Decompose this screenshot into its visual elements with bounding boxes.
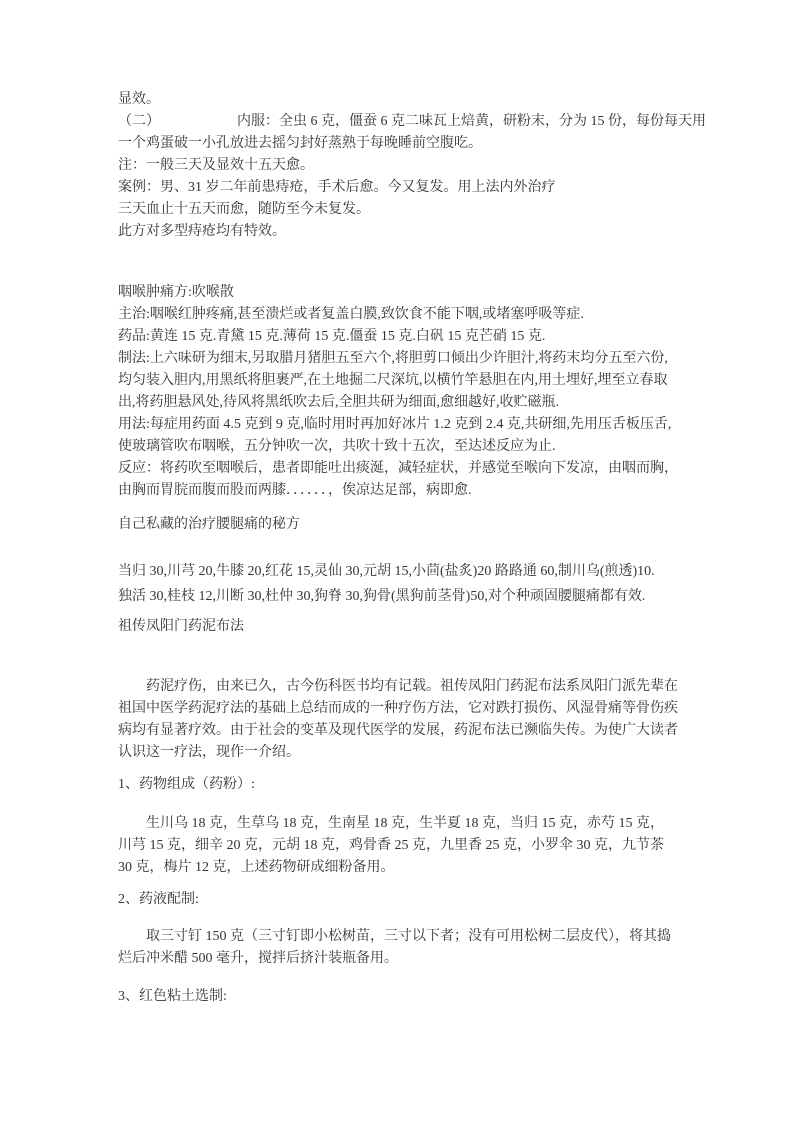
text-line: 30 克，梅片 12 克，上述药物研成细粉备用。 bbox=[118, 860, 395, 875]
lumbago-section-title: 自己私藏的治疗腰腿痛的秘方 bbox=[118, 517, 300, 532]
throat-remedy-title: 咽喉肿痛方:吹喉散 bbox=[118, 285, 234, 300]
text-line: 由胸而胃脘而腹而股而两膝．．．．．．，俟凉达足部，病即愈. bbox=[118, 483, 472, 498]
text-line: 主治:咽喉红肿疼痛,甚至溃烂或者复盖白膜,致饮食不能下咽,或堵塞呼吸等症. bbox=[118, 307, 584, 322]
text-line: 取三寸钉 150 克（三寸钉即小松树苗，三寸以下者；没有可用松树二层皮代），将其捣 bbox=[118, 929, 671, 944]
text-line: 认识这一疗法，现作一介绍。 bbox=[118, 745, 300, 760]
text-line: 川芎 15 克，细辛 20 克，元胡 18 克，鸡骨香 25 克，九里香 25 克，小罗伞 30 克，九节茶 bbox=[118, 838, 664, 853]
section-gap bbox=[118, 796, 718, 813]
text-line: 生川乌 18 克，生草乌 18 克，生南星 18 克，生半夏 18 克，当归 15 克，赤芍 15 克， bbox=[118, 816, 664, 831]
lumbago-formula bbox=[118, 559, 718, 609]
text-line: 制法:上六味研为细末,另取腊月猪胆五至六个,将胆剪口倾出少许胆汁,将药末均分五至六份, bbox=[118, 351, 668, 366]
text-line: （二） 内服：全虫 6 克，僵蚕 6 克二味瓦上焙黄，研粉末，分为 15 份，每份每天用 bbox=[118, 114, 706, 129]
text-line: 药品:黄连 15 克.青黛 15 克.薄荷 15 克.僵蚕 15 克.白矾 15 克芒硝 15 克. bbox=[118, 329, 546, 344]
step3-heading: 3、红色粘土选制: bbox=[118, 989, 227, 1004]
text-line: 案例：男、31 岁二年前患痔疮，手术后愈。今又复发。用上法内外治疗 bbox=[118, 180, 556, 195]
text-line: 此方对多型痔疮均有特效。 bbox=[118, 224, 286, 239]
section-gap bbox=[118, 970, 718, 986]
document-body bbox=[118, 89, 718, 1008]
section-hemorrhoid-remedy bbox=[118, 89, 718, 243]
text-line: 使玻璃管吹布咽喉，五分钟吹一次，共吹十致十五次，至达述反应为止. bbox=[118, 439, 556, 454]
text-line: 烂后冲米醋 500 毫升，搅拌后挤汁装瓶备用。 bbox=[118, 951, 398, 966]
fengyang-intro bbox=[118, 676, 718, 764]
text-line: 出,将药胆悬风处,待风将黑纸吹去后,全胆共研为细面,愈细越好,收贮磁瓶. bbox=[118, 395, 559, 410]
step1-body bbox=[118, 813, 718, 879]
text-line: 独活 30,桂枝 12,川断 30,杜仲 30,狗脊 30,狗骨(黑狗前茎骨)50,对个种顽固腰腿痛都有效. bbox=[118, 589, 646, 604]
section-gap bbox=[118, 536, 718, 559]
section-gap bbox=[118, 502, 718, 514]
step1-heading: 1、药物组成（药粉）: bbox=[118, 777, 255, 792]
section-gap bbox=[118, 609, 718, 616]
text-line: 当归 30,川芎 20,牛膝 20,红花 15,灵仙 30,元胡 15,小茴(盐炙)20 路路通 60,制川乌(煎透)10. bbox=[118, 564, 655, 579]
section-gap bbox=[118, 638, 718, 676]
text-line: 用法:每症用药面 4.5 克到 9 克,临时用时再加好冰片 1.2 克到 2.4 克,共研细,先用压舌板压舌, bbox=[118, 417, 672, 432]
section-throat-remedy bbox=[118, 282, 718, 502]
section-gap bbox=[118, 879, 718, 889]
section-fengyang-mud bbox=[118, 616, 718, 1008]
text-line: 祖国中医学药泥疗法的基础上总结而成的一种疗伤方法，它对跌打损伤、风湿骨痛等骨伤疾 bbox=[118, 701, 678, 716]
text-line: 注：一般三天及显效十五天愈。 bbox=[118, 158, 314, 173]
text-line: 三天血止十五天而愈，随防至今未复发。 bbox=[118, 202, 370, 217]
fengyang-section-title: 祖传凤阳门药泥布法 bbox=[118, 619, 244, 634]
text-line: 反应：将药吹至咽喉后，患者即能吐出痰涎，减轻症状，并感觉至喉向下发凉，由咽而胸， bbox=[118, 461, 678, 476]
section-gap bbox=[118, 243, 718, 282]
step2-body bbox=[118, 926, 718, 970]
text-line: 显效。 bbox=[118, 92, 160, 107]
section-gap bbox=[118, 911, 718, 926]
section-lumbago-secret bbox=[118, 514, 718, 609]
text-line: 一个鸡蛋破一小孔放进去摇匀封好蒸熟于每晚睡前空腹吃。 bbox=[118, 136, 482, 151]
text-line: 均匀装入胆内,用黑纸将胆裹严,在土地掘二尺深坑,以横竹竿悬胆在内,用土埋好,埋至立春取 bbox=[118, 373, 668, 388]
text-line: 病均有显著疗效。由于社会的变革及现代医学的发展，药泥布法已濒临失传。为使广大读者 bbox=[118, 723, 678, 738]
step2-heading: 2、药液配制: bbox=[118, 892, 199, 907]
section-gap bbox=[118, 764, 718, 774]
text-line: 药泥疗伤，由来已久，古今伤科医书均有记载。祖传凤阳门药泥布法系凤阳门派先辈在 bbox=[118, 679, 678, 694]
